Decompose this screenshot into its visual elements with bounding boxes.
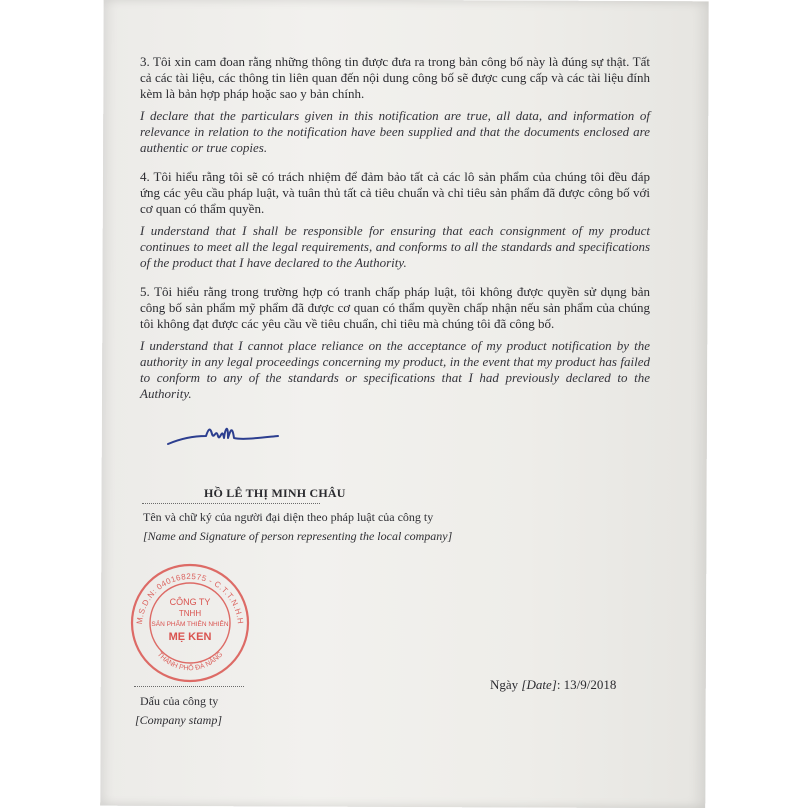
signer-name: HỒ LÊ THỊ MINH CHÂU xyxy=(204,486,346,500)
stamp-line xyxy=(134,686,244,687)
stamp-caption-vi: Dấu của công ty xyxy=(140,694,219,708)
date-value: : 13/9/2018 xyxy=(556,677,617,692)
clause-3-vi: 3. Tôi xin cam đoan rằng những thông tin được đưa ra trong bản công bố này là đúng sự thật. Tất cả các tài liệu, các thông tin liên quan đến nội dung công bố sẽ được cung cấp và các tài liệu đính kèm là bản hợp pháp hoặc sao y bản chính. xyxy=(140,54,650,101)
clause-5-vi: 5. Tôi hiểu rằng trong trường hợp có tranh chấp pháp luật, tôi không được quyền sử dụng bản công bố sản phẩm mỹ phẩm đã được cơ quan có thẩm quyền chấp nhận nếu sản phẩm của chúng tôi không đạt được các yêu cầu về tiêu chuẩn, chỉ tiêu mà chúng tôi đã công bố. xyxy=(140,284,650,331)
clause-4-vi: 4. Tôi hiểu rằng tôi sẽ có trách nhiệm để đảm bảo tất cả các lô sản phẩm của chúng tôi đều đáp ứng các yêu cầu pháp luật, và tuân thủ tất cả tiêu chuẩn và chỉ tiêu sản phẩm đã được công bố với cơ quan có thẩm quyền. xyxy=(140,169,650,216)
stamp-outer-text: M.S.D.N: 0401682575 - C.T.T.N.H.H xyxy=(134,571,245,625)
clause-3-en: I declare that the particulars given in this notification are true, all data, and information of relevance in relation to the notification have been supplied and that the documents enclosed are authentic or true copies. xyxy=(140,108,650,155)
stamp-line-2: TNHH xyxy=(178,609,202,618)
company-stamp xyxy=(128,561,252,685)
signature-line xyxy=(142,503,320,504)
clause-4-en: I understand that I shall be responsible for ensuring that each consignment of my product continues to meet all the legal requirements, and conforms to all the standards and specifications of the product that I have declared to the Authority. xyxy=(140,223,650,270)
signature-caption-en: [Name and Signature of person representing the local company] xyxy=(143,529,453,543)
stamp-bottom-text: THÀNH PHỐ ĐÀ NẴNG xyxy=(155,651,225,673)
stamp-caption-en: [Company stamp] xyxy=(135,713,223,727)
handwritten-signature xyxy=(162,414,282,458)
signature-caption-vi: Tên và chữ ký của người đại diện theo pháp luật của công ty xyxy=(143,510,434,524)
date-label-vi: Ngày xyxy=(490,677,522,692)
declaration-body xyxy=(140,54,650,415)
date-line xyxy=(490,677,616,693)
stamp-line-3: SẢN PHẨM THIÊN NHIÊN xyxy=(151,621,229,628)
stamp-line-4: MẸ KEN xyxy=(168,631,212,643)
stamp-line-1: CÔNG TY xyxy=(169,597,211,607)
date-label-en: [Date] xyxy=(521,677,557,692)
clause-5-en: I understand that I cannot place reliance on the acceptance of my product notification by the authority in any legal proceedings concerning my product, in the event that my product has failed to conform to any of the standards or specifications that I had previously declared to the Authority. xyxy=(140,338,650,401)
